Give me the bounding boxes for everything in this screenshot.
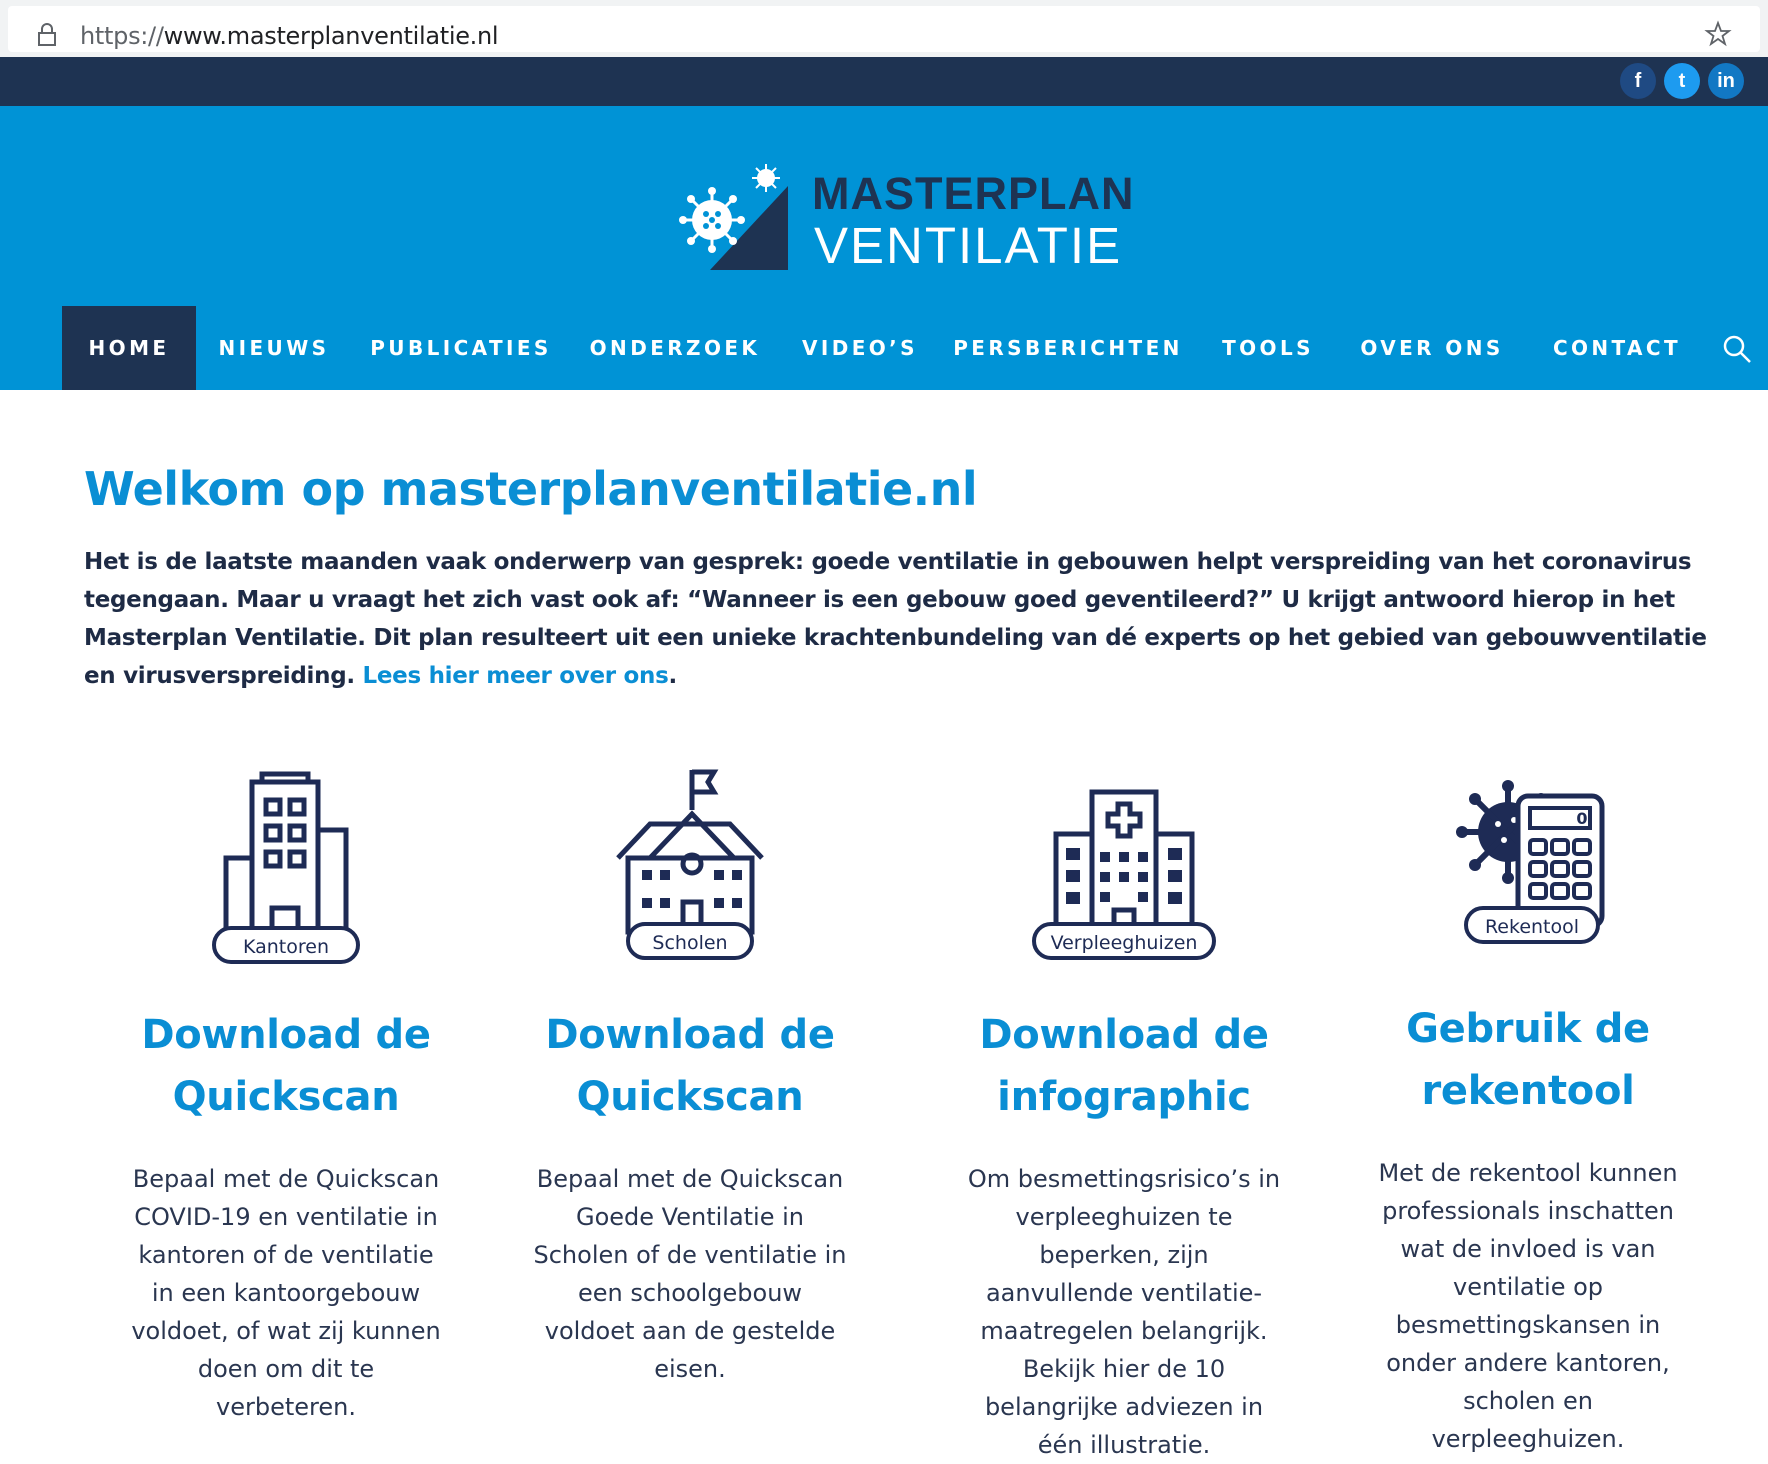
nav-item-tools[interactable]: TOOLS [1222, 336, 1314, 360]
card-scholen [490, 760, 890, 1388]
intro-end: . [668, 663, 677, 689]
card-title-line1: Gebruik de [1406, 1006, 1650, 1052]
bookmark-star-icon[interactable] [1704, 20, 1732, 48]
page-title: Welkom op masterplanventilatie.nl [84, 462, 978, 516]
office-building-icon[interactable] [176, 760, 396, 970]
card-title-line2: Quickscan [172, 1074, 400, 1120]
card-title-line1: Download de [545, 1012, 835, 1058]
url-host: www.masterplanventilatie.nl [163, 22, 499, 50]
school-building-icon[interactable] [580, 760, 800, 970]
card-title[interactable] [86, 1004, 486, 1128]
nav-item-home[interactable]: HOME [62, 306, 196, 390]
card-title[interactable] [490, 1004, 890, 1128]
card-description: Bepaal met de Quickscan COVID-19 en ventilatie in kantoren of de ventilatie in een kantoorgebouw voldoet, of wat zij kunnen doen om dit te verbeteren. [131, 1165, 441, 1421]
badge-verpleeghuizen: Verpleeghuizen [1050, 932, 1198, 954]
card-title-line2: Quickscan [576, 1074, 804, 1120]
virus-logo-icon [670, 158, 810, 276]
nav-item-nieuws[interactable]: NIEUWS [218, 336, 330, 360]
card-title-line2: rekentool [1421, 1068, 1635, 1114]
card-description: Bepaal met de Quickscan Goede Ventilatie in Scholen of de ventilatie in een schoolgebouw voldoet aan de gestelde eisen. [533, 1165, 847, 1383]
search-icon[interactable] [1722, 334, 1752, 364]
site-logo[interactable] [670, 158, 1135, 276]
card-description: Om besmettingsrisico’s in verpleeghuizen te beperken, zijn aanvullende ventilatie-maatregelen belangrijk. Bekijk hier de 10 belangrijke adviezen in één illustratie. [967, 1165, 1281, 1459]
intro-text: Het is de laatste maanden vaak onderwerp van gesprek: goede ventilatie in gebouwen helpt verspreiding van het coronavirus tegengaan. Maar u vraagt het zich vast ook af: “Wanneer is een gebouw goed geventileerd?” U krijgt antwoord hierop in het Masterplan Ventilatie. Dit plan resulteert uit een unieke krachtenbundeling van dé experts op het gebied van gebouwventilatie en virusverspreiding. [84, 549, 1707, 689]
nav-item-contact[interactable]: CONTACT [1552, 336, 1682, 360]
badge-scholen: Scholen [652, 932, 728, 954]
card-title-line1: Download de [979, 1012, 1269, 1058]
social-top-bar [0, 57, 1768, 106]
nav-item-videos[interactable]: VIDEO’S [802, 336, 918, 360]
nav-item-publicaties[interactable]: PUBLICATIES [370, 336, 552, 360]
facebook-icon[interactable]: f [1620, 63, 1656, 99]
calculator-virus-icon[interactable] [1418, 760, 1638, 970]
card-verpleeghuizen [924, 760, 1324, 1464]
url-protocol: https:// [80, 22, 164, 50]
badge-rekentool: Rekentool [1484, 916, 1580, 938]
nav-item-persberichten[interactable]: PERSBERICHTEN [953, 336, 1183, 360]
about-us-link[interactable]: Lees hier meer over ons [362, 663, 669, 689]
url-text [80, 22, 498, 50]
url-field[interactable] [8, 6, 1760, 52]
site-header [0, 106, 1768, 306]
nav-item-over-ons[interactable]: OVER ONS [1360, 336, 1504, 360]
card-rekentool [1328, 760, 1728, 1458]
twitter-icon[interactable]: t [1664, 63, 1700, 99]
nav-item-onderzoek[interactable]: ONDERZOEK [589, 336, 761, 360]
logo-text-masterplan: MASTERPLAN [812, 168, 1135, 219]
badge-kantoren: Kantoren [242, 936, 330, 958]
hospital-building-icon[interactable] [1014, 760, 1234, 970]
intro-paragraph [84, 543, 1724, 695]
lock-icon [36, 23, 58, 47]
card-title-line2: infographic [997, 1074, 1251, 1120]
card-title[interactable] [924, 1004, 1324, 1128]
logo-text-ventilatie: VENTILATIE [814, 217, 1123, 274]
card-title-line1: Download de [141, 1012, 431, 1058]
card-kantoren [86, 760, 486, 1426]
browser-address-bar [0, 0, 1768, 57]
calculator-display-digit: 0 [1576, 809, 1588, 828]
card-description: Met de rekentool kunnen professionals inschatten wat de invloed is van ventilatie op besmettingskansen in onder andere kantoren, scholen en verpleeghuizen. [1378, 1159, 1678, 1453]
linkedin-icon[interactable]: in [1708, 63, 1744, 99]
card-title[interactable] [1328, 998, 1728, 1122]
main-navigation [0, 306, 1768, 390]
